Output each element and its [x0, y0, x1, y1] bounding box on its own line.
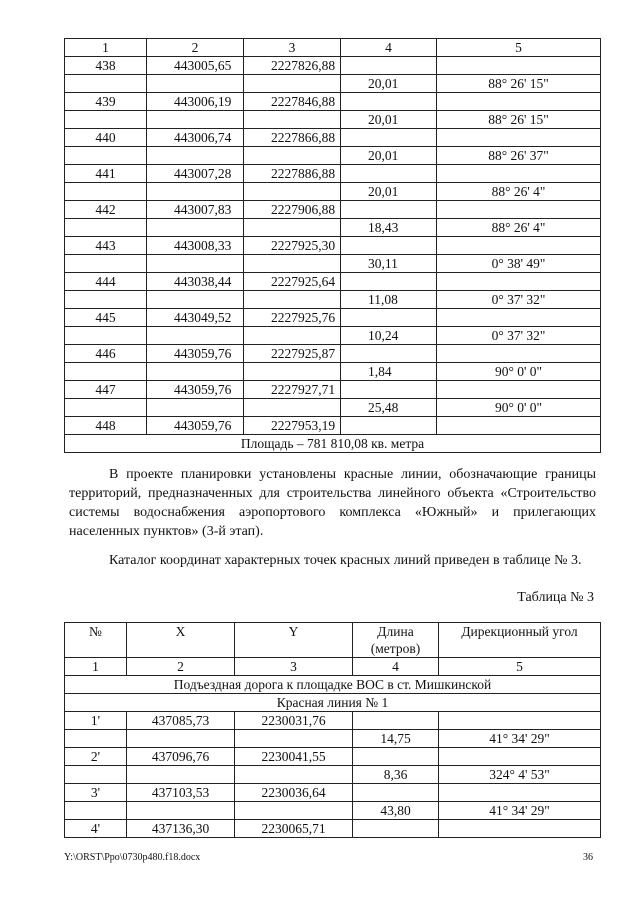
y-coordinate-cell: 2230041,55 [235, 748, 353, 766]
angle-cell: 88° 26' 15" [437, 111, 601, 129]
length-cell: 25,48 [341, 399, 437, 417]
length-cell [341, 417, 437, 435]
y-coordinate-cell: 2227886,88 [244, 165, 341, 183]
y-coordinate-cell: 2227866,88 [244, 129, 341, 147]
point-number-cell [65, 766, 127, 784]
angle-cell: 90° 0' 0" [437, 399, 601, 417]
length-cell [353, 712, 439, 730]
x-coordinate-cell: 443005,65 [147, 57, 244, 75]
column-number: 1 [65, 658, 127, 676]
table-row [65, 748, 601, 766]
angle-cell: 88° 26' 15" [437, 75, 601, 93]
angle-cell [437, 273, 601, 291]
point-number-cell: 4' [65, 820, 127, 838]
angle-cell: 0° 37' 32" [437, 327, 601, 345]
length-cell: 20,01 [341, 147, 437, 165]
x-coordinate-cell: 443059,76 [147, 381, 244, 399]
y-coordinate-cell: 2227846,88 [244, 93, 341, 111]
x-coordinate-cell: 443059,76 [147, 345, 244, 363]
length-cell [353, 748, 439, 766]
x-coordinate-cell: 443038,44 [147, 273, 244, 291]
point-number-cell [65, 219, 147, 237]
x-coordinate-cell [147, 327, 244, 345]
point-number-cell: 1' [65, 712, 127, 730]
x-coordinate-cell [127, 802, 235, 820]
y-coordinate-cell: 2227925,76 [244, 309, 341, 327]
length-cell: 10,24 [341, 327, 437, 345]
angle-cell [437, 309, 601, 327]
point-number-cell [65, 802, 127, 820]
y-coordinate-cell [235, 730, 353, 748]
point-number-cell [65, 111, 147, 129]
angle-cell: 0° 38' 49" [437, 255, 601, 273]
length-cell: 20,01 [341, 75, 437, 93]
length-cell [341, 93, 437, 111]
x-coordinate-cell: 437096,76 [127, 748, 235, 766]
y-coordinate-cell: 2227927,71 [244, 381, 341, 399]
length-cell [353, 784, 439, 802]
angle-cell: 41° 34' 29" [439, 802, 601, 820]
angle-cell [437, 129, 601, 147]
page-number: 36 [583, 852, 593, 863]
x-coordinate-cell: 443007,28 [147, 165, 244, 183]
point-number-cell [65, 363, 147, 381]
y-coordinate-cell [244, 399, 341, 417]
angle-cell: 88° 26' 4" [437, 183, 601, 201]
table-row [65, 237, 601, 255]
header-angle: Дирекционный угол [439, 623, 601, 658]
column-number: 3 [244, 39, 341, 57]
y-coordinate-cell: 2227925,87 [244, 345, 341, 363]
table-row [65, 802, 601, 820]
x-coordinate-cell: 437103,53 [127, 784, 235, 802]
table-caption: Таблица № 3 [517, 590, 594, 605]
table-row [65, 730, 601, 748]
angle-cell [437, 345, 601, 363]
x-coordinate-cell [147, 111, 244, 129]
point-number-cell [65, 255, 147, 273]
table-row [65, 820, 601, 838]
table-row [65, 255, 601, 273]
column-number: 1 [65, 39, 147, 57]
length-cell [341, 309, 437, 327]
table-row [65, 784, 601, 802]
column-number-row [65, 658, 601, 676]
paragraph-text: В проекте планировки установлены красные линии, обозначающие границы территорий, предназначенных для строительства линейного объекта «Строительство системы водоснабжения аэропортового комплекса «Южный» и прилегающих населенных пунктов» (3-й этап). [69, 467, 596, 539]
coordinates-table-continued [64, 38, 601, 453]
angle-cell [439, 820, 601, 838]
x-coordinate-cell [147, 291, 244, 309]
table-row [65, 345, 601, 363]
angle-cell [439, 784, 601, 802]
point-number-cell [65, 730, 127, 748]
x-coordinate-cell: 437136,30 [127, 820, 235, 838]
angle-cell: 0° 37' 32" [437, 291, 601, 309]
point-number-cell [65, 327, 147, 345]
point-number-cell: 440 [65, 129, 147, 147]
x-coordinate-cell: 437085,73 [127, 712, 235, 730]
table-row [65, 399, 601, 417]
y-coordinate-cell [244, 363, 341, 381]
section-row [65, 676, 601, 694]
y-coordinate-cell [235, 766, 353, 784]
x-coordinate-cell [147, 183, 244, 201]
footer-file-path: Y:\ORST\Ppo\0730p480.f18.docx [64, 852, 201, 863]
column-number: 5 [439, 658, 601, 676]
length-cell [341, 237, 437, 255]
x-coordinate-cell [147, 75, 244, 93]
point-number-cell: 3' [65, 784, 127, 802]
angle-cell: 88° 26' 37" [437, 147, 601, 165]
column-number: 4 [341, 39, 437, 57]
length-cell: 8,36 [353, 766, 439, 784]
y-coordinate-cell: 2230065,71 [235, 820, 353, 838]
angle-cell [437, 201, 601, 219]
point-number-cell: 439 [65, 93, 147, 111]
red-lines-paragraph [69, 465, 596, 541]
table-row [65, 201, 601, 219]
table-row [65, 129, 601, 147]
y-coordinate-cell [244, 75, 341, 93]
length-cell: 14,75 [353, 730, 439, 748]
angle-cell [437, 165, 601, 183]
length-cell [353, 820, 439, 838]
red-line-coordinates-table [64, 622, 601, 838]
angle-cell: 88° 26' 4" [437, 219, 601, 237]
table-row [65, 309, 601, 327]
section-title: Подъездная дорога к площадке ВОС в ст. Мишкинской [65, 676, 601, 694]
table-row [65, 147, 601, 165]
angle-cell [437, 93, 601, 111]
x-coordinate-cell: 443006,19 [147, 93, 244, 111]
table-row [65, 766, 601, 784]
y-coordinate-cell [244, 219, 341, 237]
y-coordinate-cell [244, 111, 341, 129]
y-coordinate-cell [235, 802, 353, 820]
column-number: 3 [235, 658, 353, 676]
area-total: Площадь – 781 810,08 кв. метра [65, 435, 601, 453]
column-number: 2 [127, 658, 235, 676]
x-coordinate-cell: 443006,74 [147, 129, 244, 147]
table-row [65, 327, 601, 345]
y-coordinate-cell [244, 147, 341, 165]
angle-cell: 41° 34' 29" [439, 730, 601, 748]
table-row [65, 363, 601, 381]
angle-cell [437, 381, 601, 399]
length-cell [341, 165, 437, 183]
length-cell: 30,11 [341, 255, 437, 273]
area-row [65, 435, 601, 453]
table-row [65, 381, 601, 399]
length-cell [341, 345, 437, 363]
point-number-cell [65, 399, 147, 417]
point-number-cell: 443 [65, 237, 147, 255]
point-number-cell: 444 [65, 273, 147, 291]
y-coordinate-cell: 2227826,88 [244, 57, 341, 75]
table-row [65, 417, 601, 435]
x-coordinate-cell: 443059,76 [147, 417, 244, 435]
x-coordinate-cell [147, 255, 244, 273]
y-coordinate-cell: 2227925,64 [244, 273, 341, 291]
length-cell [341, 201, 437, 219]
length-cell [341, 273, 437, 291]
point-number-cell [65, 147, 147, 165]
table-row [65, 75, 601, 93]
x-coordinate-cell [127, 730, 235, 748]
angle-cell [439, 712, 601, 730]
table-row [65, 712, 601, 730]
length-cell [341, 381, 437, 399]
header-length: Длина (метров) [353, 623, 439, 658]
x-coordinate-cell [127, 766, 235, 784]
point-number-cell: 447 [65, 381, 147, 399]
point-number-cell: 448 [65, 417, 147, 435]
point-number-cell [65, 183, 147, 201]
angle-cell [439, 748, 601, 766]
point-number-cell: 438 [65, 57, 147, 75]
table-header-row [65, 623, 601, 658]
x-coordinate-cell [147, 399, 244, 417]
length-cell: 20,01 [341, 183, 437, 201]
point-number-cell: 446 [65, 345, 147, 363]
column-number: 2 [147, 39, 244, 57]
column-number-row [65, 39, 601, 57]
y-coordinate-cell: 2230031,76 [235, 712, 353, 730]
length-cell: 11,08 [341, 291, 437, 309]
x-coordinate-cell [147, 147, 244, 165]
y-coordinate-cell: 2230036,64 [235, 784, 353, 802]
header-y: Y [235, 623, 353, 658]
column-number: 5 [437, 39, 601, 57]
y-coordinate-cell: 2227953,19 [244, 417, 341, 435]
length-cell [341, 57, 437, 75]
length-cell: 43,80 [353, 802, 439, 820]
subsection-row [65, 694, 601, 712]
table-row [65, 111, 601, 129]
x-coordinate-cell [147, 219, 244, 237]
angle-cell [437, 237, 601, 255]
point-number-cell: 2' [65, 748, 127, 766]
point-number-cell: 442 [65, 201, 147, 219]
angle-cell: 324° 4' 53" [439, 766, 601, 784]
table-row [65, 93, 601, 111]
column-number: 4 [353, 658, 439, 676]
y-coordinate-cell: 2227925,30 [244, 237, 341, 255]
subsection-title: Красная линия № 1 [65, 694, 601, 712]
angle-cell [437, 417, 601, 435]
y-coordinate-cell [244, 255, 341, 273]
angle-cell: 90° 0' 0" [437, 363, 601, 381]
angle-cell [437, 57, 601, 75]
header-number: № [65, 623, 127, 658]
point-number-cell [65, 75, 147, 93]
table-row [65, 291, 601, 309]
x-coordinate-cell: 443007,83 [147, 201, 244, 219]
paragraph-text: Каталог координат характерных точек красных линий приведен в таблице № 3. [109, 553, 582, 568]
table-row [65, 219, 601, 237]
table-row [65, 57, 601, 75]
catalog-paragraph [69, 551, 596, 570]
length-cell [341, 129, 437, 147]
x-coordinate-cell: 443049,52 [147, 309, 244, 327]
point-number-cell: 445 [65, 309, 147, 327]
y-coordinate-cell: 2227906,88 [244, 201, 341, 219]
y-coordinate-cell [244, 183, 341, 201]
point-number-cell: 441 [65, 165, 147, 183]
length-cell: 20,01 [341, 111, 437, 129]
table-row [65, 165, 601, 183]
x-coordinate-cell: 443008,33 [147, 237, 244, 255]
y-coordinate-cell [244, 291, 341, 309]
length-cell: 1,84 [341, 363, 437, 381]
x-coordinate-cell [147, 363, 244, 381]
point-number-cell [65, 291, 147, 309]
header-x: X [127, 623, 235, 658]
table-row [65, 183, 601, 201]
table-row [65, 273, 601, 291]
y-coordinate-cell [244, 327, 341, 345]
length-cell: 18,43 [341, 219, 437, 237]
